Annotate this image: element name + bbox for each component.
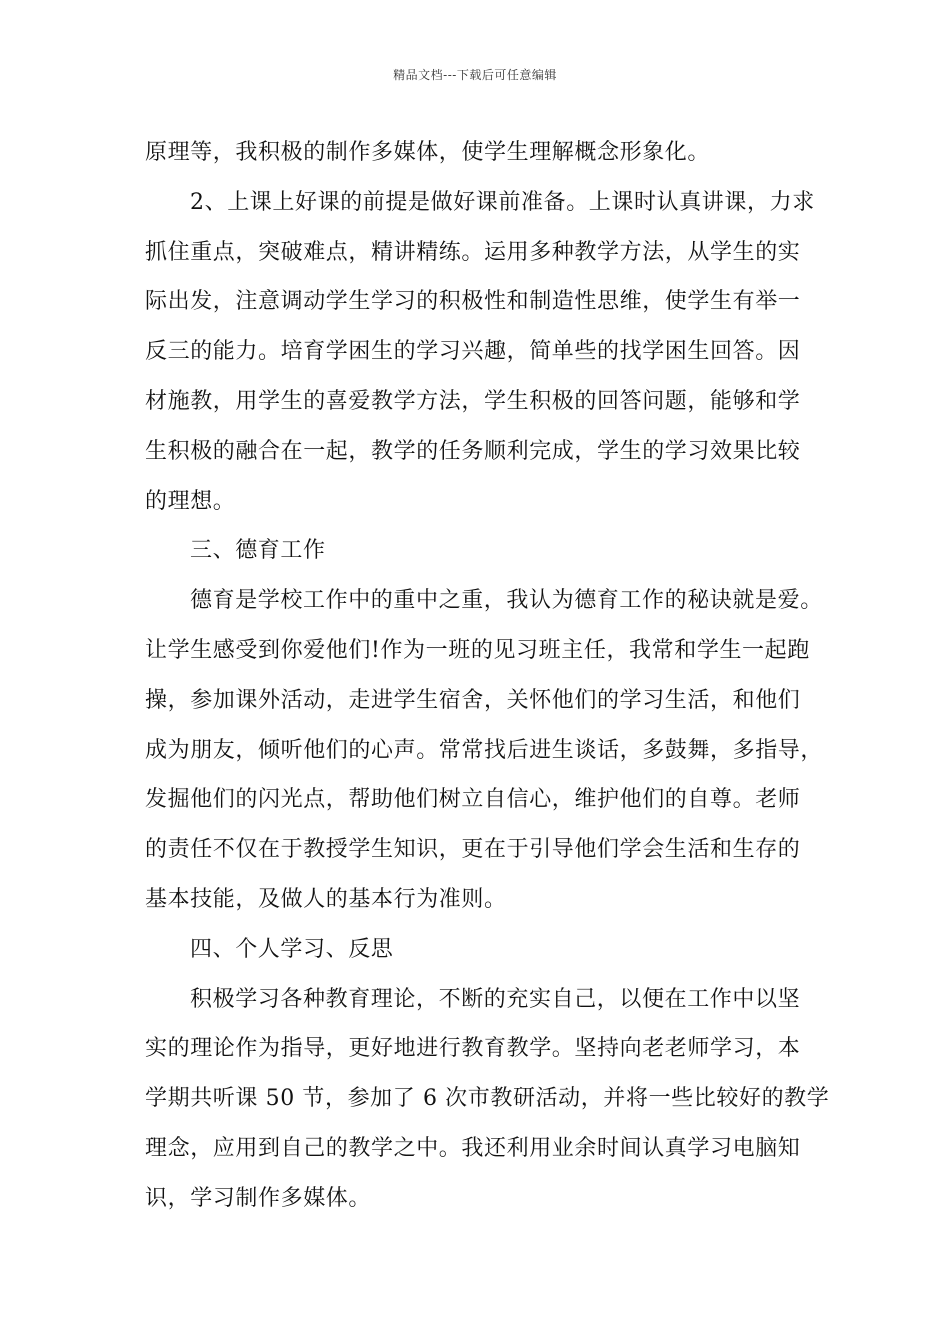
text-line: 原理等，我积极的制作多媒体，使学生理解概念形象化。: [145, 140, 711, 165]
text-line: 际出发，注意调动学生学习的积极性和制造性思维，使学生有举一: [145, 289, 801, 315]
text-line: 反三的能力。培育学困生的学习兴趣，简单些的找学困生回答。因: [145, 339, 801, 365]
section-heading: 四、个人学习、反思: [190, 936, 394, 962]
section-heading: 三、德育工作: [190, 538, 326, 564]
text-line: 成为朋友，倾听他们的心声。常常找后进生谈话，多鼓舞，多指导，: [145, 737, 824, 763]
text-line: 学期共听课 50 节，参加了 6 次市教研活动，并将一些比较好的教学: [145, 1086, 830, 1112]
text-line: 生积极的融合在一起，教学的任务顺利完成，学生的学习效果比较: [145, 438, 801, 464]
page-header: 精品文档---下载后可任意编辑: [393, 68, 557, 82]
text-line: 实的理论作为指导，更好地进行教育教学。坚持向老老师学习，本: [145, 1036, 801, 1062]
text-line: 基本技能，及做人的基本行为准则。: [145, 886, 507, 912]
text-line: 操，参加课外活动，走进学生宿舍，关怀他们的学习生活，和他们: [145, 687, 801, 713]
text-line: 让学生感受到你爱他们!作为一班的见习班主任，我常和学生一起跑: [145, 637, 810, 663]
text-line: 发掘他们的闪光点，帮助他们树立自信心，维护他们的自尊。老师: [145, 787, 801, 813]
text-line: 识，学习制作多媒体。: [145, 1185, 372, 1211]
text-line: 材施教，用学生的喜爱教学方法，学生积极的回答问题，能够和学: [145, 388, 801, 414]
text-line: 的责任不仅在于教授学生知识，更在于引导他们学会生活和生存的: [145, 837, 801, 863]
text-line: 的理想。: [145, 488, 236, 514]
paragraph-start: 2、上课上好课的前提是做好课前准备。上课时认真讲课，力求: [190, 189, 815, 215]
text-line: 抓住重点，突破难点，精讲精练。运用多种教学方法，从学生的实: [145, 239, 801, 265]
document-body: [145, 128, 830, 1224]
paragraph-start: 德育是学校工作中的重中之重，我认为德育工作的秘诀就是爱。: [190, 588, 823, 614]
paragraph-start: 积极学习各种教育理论，不断的充实自己，以便在工作中以坚: [190, 986, 801, 1012]
text-line: 理念，应用到自己的教学之中。我还利用业余时间认真学习电脑知: [145, 1135, 801, 1161]
